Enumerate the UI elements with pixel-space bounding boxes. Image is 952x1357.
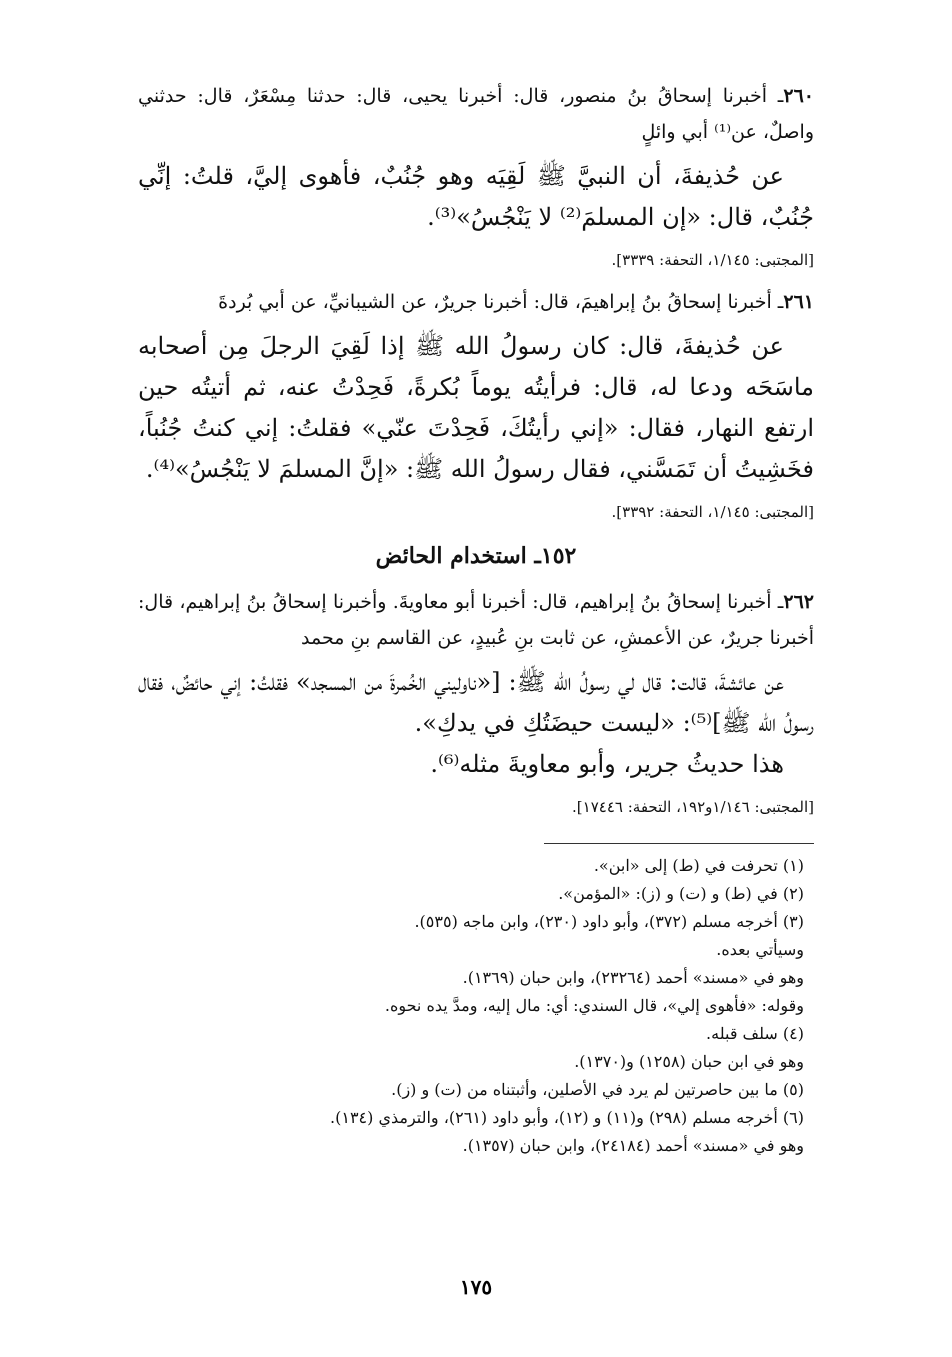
hadith-261-chain	[138, 284, 814, 320]
hadith-number: ٢٦٢	[783, 591, 814, 613]
isnad-text: ـ أخبرنا إسحاقُ بنُ إبراهيمَ، قال: أخبرنا جريرٌ، عن الشيبانيِّ، عن أبي بُردةَ	[218, 291, 784, 313]
footnote-item: (٣) أخرجه مسلم (٣٧٢)، وأبو داود (٢٣٠)، وابن ماجه (٥٣٥).	[414, 912, 804, 931]
isnad-text: ـ أخبرنا إسحاقُ بنُ منصور، قال: أخبرنا يحيى، قال: حدثنا مِسْعَرٌ، قال: حدثني واصلٌ، عن⁽¹⁾ أبي وائلٍ	[138, 85, 814, 143]
hadith-number: ٢٦١	[783, 291, 814, 313]
hadith-262-matn-continuation: هذا حديثُ جرير، وأبو معاويةَ مثله⁽⁶⁾.	[430, 750, 784, 778]
hadith-260-chain	[138, 78, 814, 150]
footnote-item: وهو في «مسند» أحمد (٢٤١٨٤)، وابن حبان (١٣٥٧).	[462, 1136, 804, 1155]
hadith-261-reference: [المجتبى: ١/١٤٥، التحفة: ٣٣٩٢].	[611, 503, 814, 521]
hadith-262-chain	[138, 584, 814, 656]
footnote-item: وقوله: «فأهوى إلي»، قال السندي: أي: مال إليه، ومدَّ يده نحوه.	[384, 996, 804, 1015]
footnote-item: وسيأتي بعده.	[716, 940, 804, 959]
footnote-item: (٢) في (ط) و (ت) و (ز): «المؤمن».	[558, 884, 804, 903]
hadith-number: ٢٦٠	[783, 85, 814, 107]
hadith-262-reference: [المجتبى: ١/١٤٦و١٩٢، التحفة: ١٧٤٤٦].	[572, 798, 814, 816]
footnote-item: (٥) ما بين حاصرتين لم يرد في الأصلين، وأثبتناه من (ت) و (ز).	[391, 1080, 804, 1099]
footnote-item: (٦) أخرجه مسلم (٢٩٨) و(١١) و (١٢)، وأبو داود (٢٦١)، والترمذي (١٣٤).	[330, 1108, 804, 1127]
section-heading: ١٥٢ـ استخدام الحائض	[375, 543, 577, 569]
page-number: ١٧٥	[459, 1275, 493, 1299]
hadith-262-matn: عن عائشةَ، قالت: قال لي رسولُ الله ﷺ: [«ناوليني الخُمرةَ من المسجد» فقلتُ: إني حائضٌ، فقال رسولُ الله ﷺ]⁽⁵⁾: «ليست حيضَتُكِ في يدكِ».	[138, 668, 814, 737]
footnote-item: وهو في ابن حبان (١٢٥٨) و(١٣٧٠).	[574, 1052, 804, 1071]
footnote-item: (٤) سلف قبله.	[706, 1024, 804, 1043]
isnad-text: ـ أخبرنا إسحاقُ بنُ إبراهيم، قال: أخبرنا أبو معاويةَ. وأخبرنا إسحاقُ بنُ إبراهيم، قال: أخبرنا جريرٌ، عن الأعمشِ، عن ثابت بنِ عُبيدٍ، عن القاسم بنِ محمد	[138, 591, 814, 649]
footnotes-list	[138, 852, 814, 1160]
footnote-item: وهو في «مسند» أحمد (٢٣٢٦٤)، وابن حبان (١٣٦٩).	[462, 968, 804, 987]
footnote-item: (١) تحرفت في (ط) إلى «ابن».	[593, 856, 804, 875]
hadith-260-matn: عن حُذيفةَ، أن النبيَّ ﷺ لَقِيَه وهو جُنُبٌ، فأهوى إليَّ، قلتُ: إنِّي جُنُبٌ، قال: «إن المسلمَ⁽²⁾ لا يَنْجُسُ»⁽³⁾.	[138, 162, 814, 231]
hadith-261-matn: عن حُذيفةَ، قال: كان رسولُ الله ﷺ إذا لَقِيَ الرجلَ مِن أصحابه ماسَحَه ودعا له، قال: فرأيتُه يوماً بُكرةً، فَحِدْتُ عنه، ثم أتيتُه حين ارتفع النهار، فقال: «إني رأيتُكَ، فَحِدْتَ عنّي» فقلتُ: إني كنتُ جُنُباً، فخَشِيتُ أن تَمَسَّني، فقال رسولُ الله ﷺ: «إنَّ المسلمَ لا يَنْجُسُ»⁽⁴⁾.	[138, 332, 814, 483]
footnote-divider	[544, 843, 814, 844]
hadith-260-reference: [المجتبى: ١/١٤٥، التحفة: ٣٣٣٩].	[611, 251, 814, 269]
